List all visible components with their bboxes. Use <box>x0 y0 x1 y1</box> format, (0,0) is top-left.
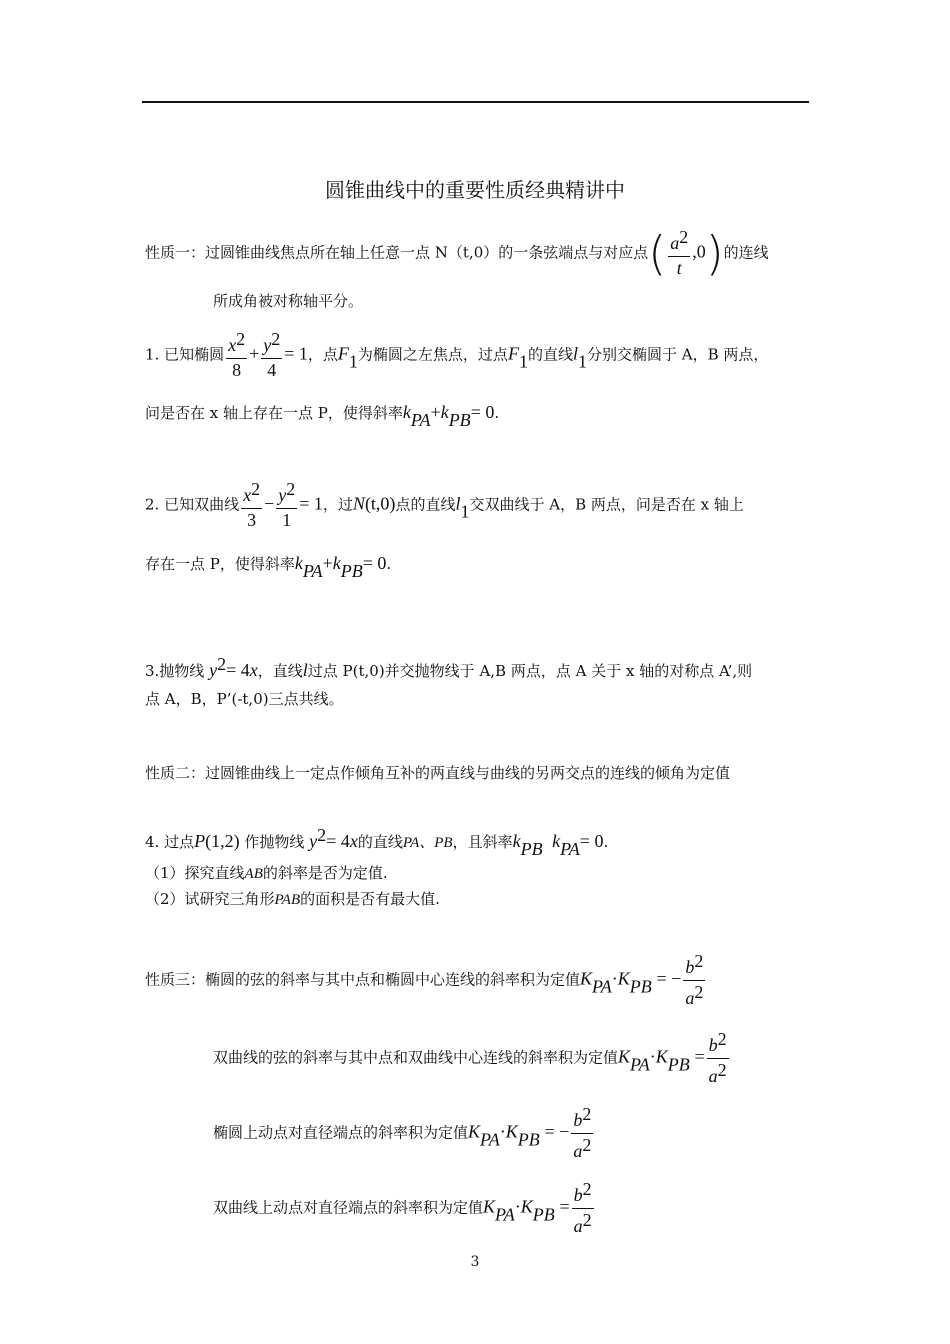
property2-text: 性质二：过圆锥曲线上一定点作倾角互补的两直线与曲线的另两交点的连线的倾角为定值 <box>145 764 731 782</box>
property3-item <box>213 1180 596 1237</box>
slope-sub-pa: PA <box>480 1129 500 1150</box>
slope-K: K <box>520 1196 533 1217</box>
slope-K: K <box>655 1046 668 1067</box>
y-num: y <box>263 335 272 355</box>
line-l: l <box>572 343 578 364</box>
den-exp: 2 <box>582 1134 592 1155</box>
lines-pa-pb: PA、PB <box>402 835 453 851</box>
dot-operator: · <box>611 968 618 989</box>
slope-K: K <box>618 1046 631 1067</box>
x-den: 8 <box>232 359 242 380</box>
problem1-line1 <box>145 330 768 381</box>
plus-sign: + <box>249 343 260 364</box>
equals-4: = 4 <box>226 660 250 680</box>
y-fraction <box>276 480 297 531</box>
property3-item <box>213 1030 731 1087</box>
triangle-pab: PAB <box>274 892 301 908</box>
point-N: N <box>352 493 365 514</box>
equals-sign: = − <box>656 968 682 989</box>
num-b: b <box>708 1035 718 1055</box>
x-num: x <box>243 485 252 505</box>
slope-K: K <box>505 1121 518 1142</box>
text-segment: 交双曲线于 A，B 两点，问是否在 x 轴上 <box>469 495 744 514</box>
x-exp: 2 <box>251 479 261 499</box>
exp-2: 2 <box>217 654 227 674</box>
period: . <box>603 833 609 851</box>
b2-over-a2 <box>707 1030 729 1087</box>
plus-sign: + <box>430 402 441 422</box>
x-fraction <box>241 480 262 531</box>
line-ab: AB <box>244 866 263 882</box>
num-b: b <box>573 1110 583 1130</box>
point-tail: ,0 <box>692 241 706 262</box>
slope-sub-pa: PA <box>410 410 431 430</box>
text-segment: ，点 <box>307 345 338 364</box>
den-exp: 2 <box>717 1059 727 1080</box>
line-l: l <box>455 493 461 514</box>
b2-over-a2 <box>571 1105 593 1162</box>
equals-4: = 4 <box>326 831 350 851</box>
slope-sub-pb: PB <box>520 839 543 859</box>
den-a: a <box>573 1215 583 1236</box>
property3-text: 双曲线上动点对直径端点的斜率积为定值 <box>213 1198 484 1217</box>
minus-sign: − <box>264 493 275 514</box>
var-y: y <box>309 831 318 851</box>
slope-sub-pa: PA <box>592 976 612 997</box>
slope-K: K <box>617 968 630 989</box>
header-rule <box>142 101 809 103</box>
problem2-question: 存在一点 P，使得斜率 <box>145 555 295 573</box>
line-sub: 1 <box>460 501 470 522</box>
den-a: a <box>708 1065 718 1086</box>
problem2-line1 <box>145 480 744 531</box>
y-den: 4 <box>267 359 277 380</box>
den-exp: 2 <box>694 981 704 1002</box>
equals-sign: = <box>694 1046 705 1067</box>
slope-k: k <box>402 402 411 422</box>
property1-line1 <box>145 228 769 279</box>
q2-prefix: （2）试研究三角形 <box>145 890 275 908</box>
text-segment: 的直线 <box>527 345 573 364</box>
slope-sub-pb: PB <box>340 561 363 581</box>
period: . <box>386 555 392 573</box>
slope-sub-pb: PB <box>517 1129 540 1150</box>
property1-prefix: 性质一：过圆锥曲线焦点所在轴上任意一点 N（t,0）的一条弦端点与对应点 <box>145 243 649 262</box>
dot-operator: · <box>499 1121 506 1142</box>
var-x: x <box>349 831 358 851</box>
property1-line2: 所成角被对称轴平分。 <box>213 292 364 310</box>
equals-zero: = 0 <box>579 831 604 851</box>
text-segment: 点的直线 <box>395 495 456 514</box>
slope-sub-pa: PA <box>302 561 323 581</box>
slope-sub-pa: PA <box>495 1204 515 1225</box>
text-segment: 作抛物线 <box>244 833 305 851</box>
num-exp: 2 <box>717 1029 727 1049</box>
plus-sign: + <box>322 553 333 573</box>
property3-item <box>213 1105 595 1162</box>
y-den: 1 <box>282 509 292 530</box>
slope-k: k <box>332 553 341 573</box>
b2-over-a2 <box>683 952 705 1009</box>
num-exp: 2 <box>694 951 704 971</box>
text-segment: 为椭圆之左焦点，过点 <box>357 345 508 364</box>
problem2-line2 <box>145 554 391 580</box>
text-segment: ，直线 <box>257 662 303 680</box>
property1-suffix: 的连线 <box>723 243 769 262</box>
x-exp: 2 <box>236 329 246 349</box>
slope-K: K <box>468 1121 481 1142</box>
slope-k: k <box>512 831 521 851</box>
text-segment: ，过 <box>322 495 353 514</box>
problem1-question: 问是否在 x 轴上存在一点 P，使得斜率 <box>145 404 403 422</box>
point-P: P <box>194 831 206 851</box>
focus-sub: 1 <box>348 351 358 372</box>
slope-sub-pb: PB <box>667 1054 690 1075</box>
slope-K: K <box>483 1196 496 1217</box>
point-den: t <box>676 257 682 278</box>
point-fraction <box>668 228 690 279</box>
q1-prefix: （1）探究直线 <box>145 864 245 882</box>
equals-zero: = 0 <box>362 553 387 573</box>
dot-operator: · <box>649 1046 656 1067</box>
slope-k: k <box>440 402 449 422</box>
focus-F: F <box>337 343 349 364</box>
property3-text: 性质三：椭圆的弦的斜率与其中点和椭圆中心连线的斜率积为定值 <box>145 970 581 989</box>
page-title: 圆锥曲线中的重要性质经典精讲中 <box>325 178 625 202</box>
line-sub: 1 <box>577 351 587 372</box>
problem4-q2 <box>145 892 440 908</box>
equals-sign: = <box>559 1196 570 1217</box>
y-exp: 2 <box>271 329 281 349</box>
equals-zero: = 0 <box>470 402 495 422</box>
problem3-line2: 点 A，B，P’(-t,0)三点共线。 <box>145 690 344 708</box>
problem2-label: 2. 已知双曲线 <box>145 495 240 514</box>
var-y: y <box>209 660 218 680</box>
slope-sub-pb: PB <box>532 1204 555 1225</box>
num-exp: 2 <box>582 1179 592 1199</box>
den-a: a <box>573 1140 583 1161</box>
equals-one: = 1 <box>284 343 308 364</box>
den-a: a <box>685 987 695 1008</box>
slope-sub-pa: PA <box>560 839 580 859</box>
q2-suffix: 的面积是否有最大值. <box>300 890 440 908</box>
y-exp: 2 <box>286 479 296 499</box>
text-segment: 的直线 <box>357 833 403 851</box>
problem4-label: 4. 过点 <box>145 833 195 851</box>
point-N-coords: (t,0) <box>364 493 396 514</box>
page-number: 3 <box>470 1254 480 1270</box>
q1-suffix: 的斜率是否为定值. <box>262 864 388 882</box>
y-fraction <box>261 330 282 381</box>
slope-k: k <box>294 553 303 573</box>
b2-over-a2 <box>572 1180 594 1237</box>
slope-sub-pb: PB <box>629 976 652 997</box>
slope-sub-pa: PA <box>630 1054 650 1075</box>
point-num-exp: 2 <box>679 227 689 247</box>
left-paren: ( <box>648 226 667 281</box>
point-num: a <box>670 233 680 253</box>
focus-F: F <box>507 343 519 364</box>
y-num: y <box>278 485 287 505</box>
property3-text: 椭圆上动点对直径端点的斜率积为定值 <box>213 1123 469 1142</box>
focus-sub: 1 <box>518 351 528 372</box>
x-den: 3 <box>247 509 257 530</box>
den-exp: 2 <box>582 1209 592 1230</box>
text-segment: 分别交椭圆于 A，B 两点， <box>586 345 769 364</box>
num-b: b <box>685 957 695 977</box>
x-fraction <box>226 330 247 381</box>
text-segment: ，且斜率 <box>452 833 513 851</box>
equals-one: = 1 <box>299 493 323 514</box>
problem1-line2 <box>145 403 499 429</box>
problem1-label: 1. 已知椭圆 <box>145 345 225 364</box>
right-paren: ) <box>705 226 724 281</box>
point-P-coords: (1,2) <box>205 831 240 851</box>
slope-K: K <box>580 968 593 989</box>
equals-sign: = − <box>544 1121 570 1142</box>
text-segment: 过点 P(t,0)并交抛物线于 A,B 两点，点 A 关于 x 轴的对称点 A’,则 <box>307 662 753 680</box>
property3-text: 双曲线的弦的斜率与其中点和双曲线中心连线的斜率积为定值 <box>213 1048 619 1067</box>
line-l: l <box>302 660 308 680</box>
slope-k: k <box>552 831 561 851</box>
num-exp: 2 <box>582 1104 592 1124</box>
exp-2: 2 <box>317 825 327 845</box>
slope-sub-pb: PB <box>448 410 471 430</box>
problem3-line1 <box>145 655 752 679</box>
x-num: x <box>228 335 237 355</box>
num-b: b <box>573 1185 583 1205</box>
period: . <box>494 404 500 422</box>
problem4-q1 <box>145 866 388 882</box>
problem4-line1 <box>145 826 608 858</box>
problem3-label: 3.抛物线 <box>145 662 205 680</box>
var-x: x <box>249 660 258 680</box>
property3-item <box>145 952 707 1009</box>
dot-operator: · <box>514 1196 521 1217</box>
